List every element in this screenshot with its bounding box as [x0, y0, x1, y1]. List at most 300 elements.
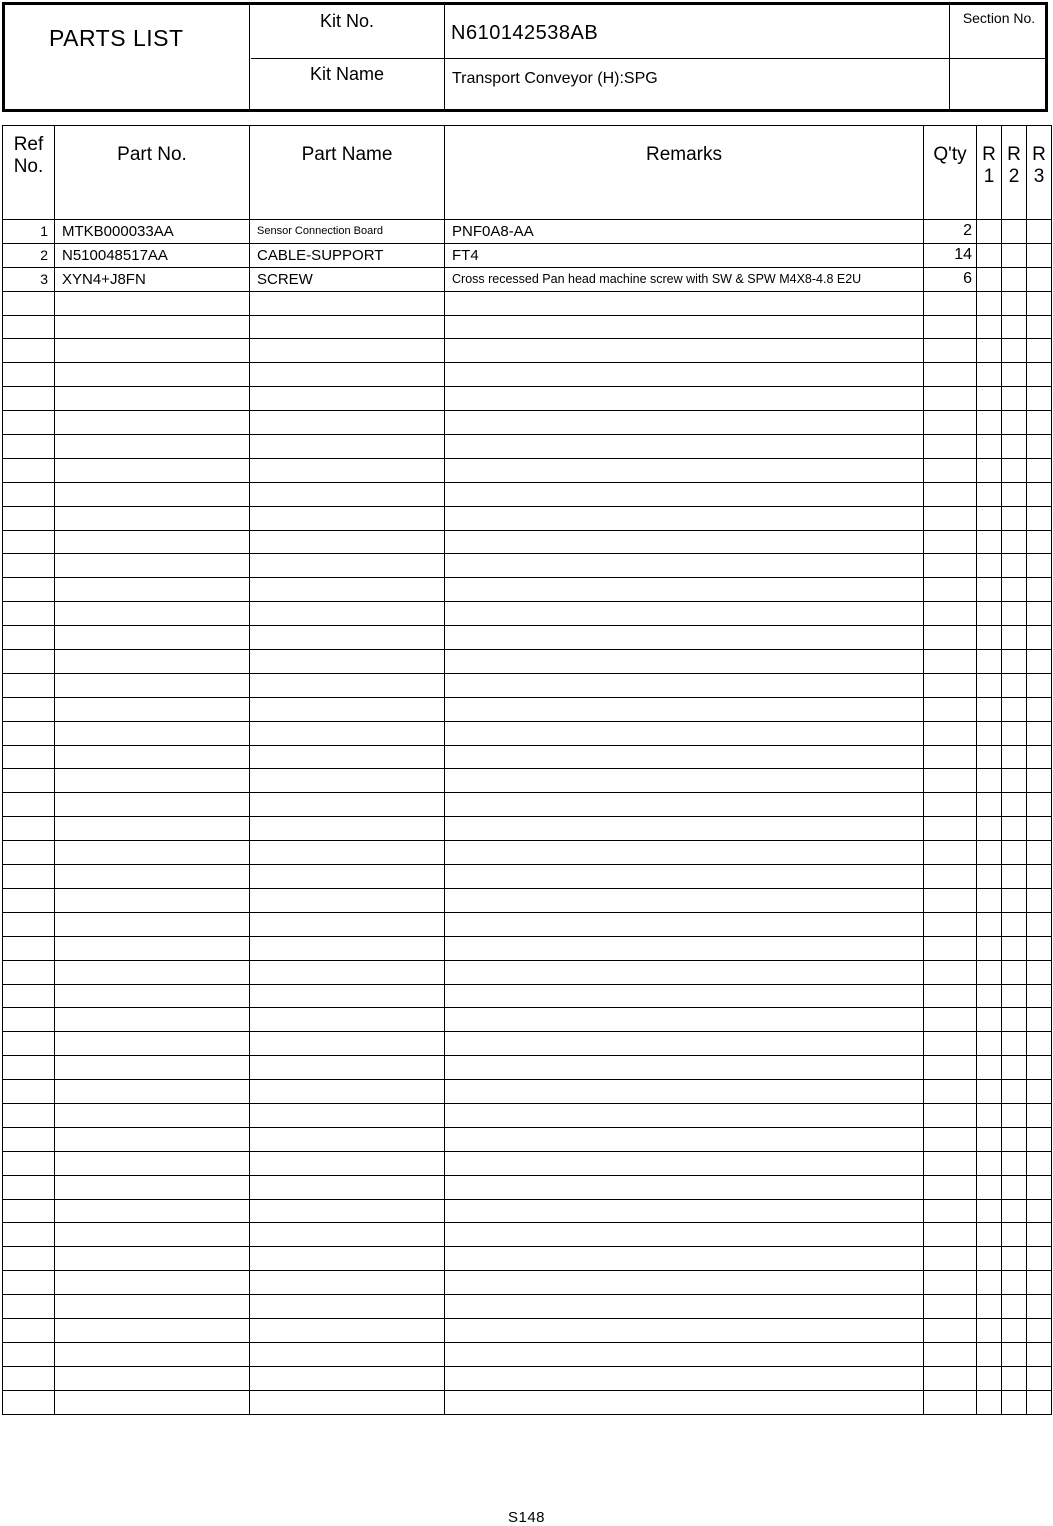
ref-no-cell [3, 745, 55, 769]
r1-cell [977, 1032, 1002, 1056]
remarks-cell [445, 936, 924, 960]
qty-cell [924, 291, 977, 315]
table-row [3, 841, 1052, 865]
r3-cell [1027, 1032, 1052, 1056]
part-no-cell [55, 841, 250, 865]
table-row [3, 1056, 1052, 1080]
part-no-cell [55, 936, 250, 960]
remarks-cell [445, 888, 924, 912]
qty-cell [924, 1127, 977, 1151]
r2-cell [1002, 411, 1027, 435]
part-no-cell [55, 1127, 250, 1151]
qty-cell [924, 865, 977, 889]
r1-cell [977, 745, 1002, 769]
table-row [3, 1223, 1052, 1247]
part-no-cell [55, 697, 250, 721]
remarks-cell [445, 721, 924, 745]
part-no-cell [55, 650, 250, 674]
ref-no-cell [3, 817, 55, 841]
remarks-cell [445, 841, 924, 865]
table-row [3, 1127, 1052, 1151]
r3-cell [1027, 936, 1052, 960]
remarks-cell [445, 578, 924, 602]
ref-no-cell [3, 1103, 55, 1127]
r1-cell [977, 291, 1002, 315]
r2-cell [1002, 912, 1027, 936]
part-name-cell [250, 673, 445, 697]
part-name-cell [250, 745, 445, 769]
r3-cell [1027, 435, 1052, 459]
part-no-cell [55, 1199, 250, 1223]
qty-cell [924, 793, 977, 817]
r2-cell [1002, 1366, 1027, 1390]
part-name-cell [250, 602, 445, 626]
table-row [3, 339, 1052, 363]
part-name-cell [250, 1080, 445, 1104]
r2-cell [1002, 1008, 1027, 1032]
qty-cell [924, 411, 977, 435]
r1-cell [977, 817, 1002, 841]
part-name-cell [250, 554, 445, 578]
table-row [3, 267, 1052, 291]
remarks-cell: PNF0A8-AA [445, 220, 924, 244]
part-name-cell [250, 912, 445, 936]
table-row [3, 912, 1052, 936]
remarks-cell [445, 458, 924, 482]
table-row [3, 578, 1052, 602]
remarks-cell [445, 865, 924, 889]
col-header-r1: R 1 [977, 126, 1002, 220]
part-name-cell [250, 1318, 445, 1342]
r3-cell [1027, 1247, 1052, 1271]
part-no-cell [55, 458, 250, 482]
r3-cell [1027, 745, 1052, 769]
r2-cell [1002, 220, 1027, 244]
table-row [3, 458, 1052, 482]
r3-cell [1027, 220, 1052, 244]
r2-cell [1002, 315, 1027, 339]
table-row [3, 984, 1052, 1008]
r2-cell [1002, 435, 1027, 459]
r3-cell [1027, 888, 1052, 912]
table-row [3, 697, 1052, 721]
part-no-cell [55, 1103, 250, 1127]
r1-cell [977, 1151, 1002, 1175]
qty-cell [924, 1199, 977, 1223]
qty-cell [924, 1008, 977, 1032]
ref-no-cell [3, 1151, 55, 1175]
qty-cell [924, 1342, 977, 1366]
r3-cell [1027, 482, 1052, 506]
table-row [3, 721, 1052, 745]
part-name-cell [250, 339, 445, 363]
qty-cell [924, 1390, 977, 1414]
qty-cell [924, 888, 977, 912]
ref-no-cell [3, 1199, 55, 1223]
r2-cell [1002, 482, 1027, 506]
r3-cell [1027, 1056, 1052, 1080]
part-no-cell [55, 912, 250, 936]
part-name-cell [250, 769, 445, 793]
table-row [3, 1318, 1052, 1342]
qty-cell [924, 1318, 977, 1342]
part-no-cell [55, 482, 250, 506]
r3-cell [1027, 411, 1052, 435]
table-row [3, 530, 1052, 554]
r2-cell [1002, 267, 1027, 291]
r3-cell [1027, 602, 1052, 626]
part-name-cell [250, 865, 445, 889]
table-row [3, 387, 1052, 411]
table-row [3, 1366, 1052, 1390]
ref-no-cell [3, 673, 55, 697]
part-no-cell [55, 960, 250, 984]
r2-cell [1002, 291, 1027, 315]
r1-cell [977, 578, 1002, 602]
part-no-cell [55, 1390, 250, 1414]
r3-cell [1027, 1199, 1052, 1223]
table-row [3, 817, 1052, 841]
qty-cell [924, 721, 977, 745]
r1-cell [977, 1318, 1002, 1342]
r1-cell [977, 1271, 1002, 1295]
r3-cell [1027, 1223, 1052, 1247]
r3-cell [1027, 1342, 1052, 1366]
remarks-cell [445, 1103, 924, 1127]
ref-no-cell [3, 1175, 55, 1199]
part-no-cell [55, 411, 250, 435]
ref-no-cell [3, 721, 55, 745]
table-row [3, 673, 1052, 697]
parts-list-title: PARTS LIST [49, 25, 184, 51]
part-no-cell [55, 1271, 250, 1295]
ref-no-cell [3, 315, 55, 339]
part-name-cell [250, 697, 445, 721]
part-no-cell [55, 769, 250, 793]
ref-no-cell [3, 1318, 55, 1342]
col-header-part-no: Part No. [55, 126, 250, 220]
part-name-cell [250, 482, 445, 506]
r3-cell [1027, 458, 1052, 482]
part-name-cell [250, 578, 445, 602]
remarks-cell [445, 482, 924, 506]
qty-cell [924, 1032, 977, 1056]
r2-cell [1002, 339, 1027, 363]
kit-name-label: Kit Name [309, 64, 385, 84]
r3-cell [1027, 243, 1052, 267]
r3-cell [1027, 1103, 1052, 1127]
part-name-cell [250, 363, 445, 387]
remarks-cell [445, 1199, 924, 1223]
r3-cell [1027, 506, 1052, 530]
r1-cell [977, 1295, 1002, 1319]
table-row [3, 793, 1052, 817]
r1-cell [977, 984, 1002, 1008]
qty-cell [924, 1103, 977, 1127]
r3-cell [1027, 530, 1052, 554]
remarks-cell [445, 1366, 924, 1390]
part-name-cell [250, 1390, 445, 1414]
ref-no-cell [3, 411, 55, 435]
remarks-cell [445, 793, 924, 817]
part-no-cell [55, 1295, 250, 1319]
remarks-cell [445, 411, 924, 435]
r3-cell [1027, 578, 1052, 602]
r2-cell [1002, 1151, 1027, 1175]
r1-cell [977, 793, 1002, 817]
part-no-cell [55, 1032, 250, 1056]
remarks-cell [445, 912, 924, 936]
qty-cell [924, 1080, 977, 1104]
r2-cell [1002, 793, 1027, 817]
qty-cell [924, 769, 977, 793]
parts-list-header [2, 2, 1048, 112]
remarks-cell [445, 1032, 924, 1056]
r2-cell [1002, 936, 1027, 960]
table-row [3, 626, 1052, 650]
r2-cell [1002, 1056, 1027, 1080]
part-name-cell [250, 1103, 445, 1127]
r2-cell [1002, 387, 1027, 411]
r3-cell [1027, 673, 1052, 697]
part-no-cell: N510048517AA [55, 243, 250, 267]
r2-cell [1002, 1318, 1027, 1342]
r1-cell [977, 626, 1002, 650]
part-no-cell [55, 506, 250, 530]
remarks-cell [445, 984, 924, 1008]
r3-cell [1027, 1318, 1052, 1342]
r2-cell [1002, 1080, 1027, 1104]
r1-cell [977, 888, 1002, 912]
ref-no-cell [3, 1032, 55, 1056]
part-no-cell [55, 984, 250, 1008]
r2-cell [1002, 673, 1027, 697]
remarks-cell [445, 1342, 924, 1366]
remarks-cell [445, 1271, 924, 1295]
qty-cell [924, 1223, 977, 1247]
r3-cell [1027, 769, 1052, 793]
r1-cell [977, 865, 1002, 889]
qty-cell [924, 912, 977, 936]
ref-no-cell [3, 1390, 55, 1414]
ref-no-cell [3, 865, 55, 889]
table-row [3, 363, 1052, 387]
part-no-cell [55, 817, 250, 841]
part-name-cell [250, 506, 445, 530]
qty-cell: 14 [924, 243, 977, 267]
r3-cell [1027, 1175, 1052, 1199]
r2-cell [1002, 1103, 1027, 1127]
r3-cell [1027, 1080, 1052, 1104]
ref-no-cell [3, 1247, 55, 1271]
col-header-ref-no: Ref No. [3, 126, 55, 220]
r1-cell [977, 841, 1002, 865]
remarks-cell [445, 1318, 924, 1342]
qty-cell [924, 1366, 977, 1390]
part-name-cell [250, 841, 445, 865]
table-row [3, 1175, 1052, 1199]
qty-cell [924, 315, 977, 339]
r2-cell [1002, 769, 1027, 793]
table-row [3, 745, 1052, 769]
r1-cell [977, 650, 1002, 674]
part-name-cell [250, 960, 445, 984]
part-no-cell [55, 315, 250, 339]
ref-no-cell [3, 650, 55, 674]
r2-cell [1002, 363, 1027, 387]
part-no-cell [55, 1151, 250, 1175]
remarks-cell [445, 435, 924, 459]
qty-cell [924, 697, 977, 721]
section-no-label: Section No. [962, 10, 1036, 26]
r1-cell [977, 1247, 1002, 1271]
r1-cell [977, 1103, 1002, 1127]
ref-no-cell [3, 363, 55, 387]
r2-cell [1002, 650, 1027, 674]
r1-cell [977, 243, 1002, 267]
remarks-cell [445, 291, 924, 315]
r3-cell [1027, 984, 1052, 1008]
r3-cell [1027, 841, 1052, 865]
remarks-cell [445, 315, 924, 339]
col-header-r3: R 3 [1027, 126, 1052, 220]
part-no-cell [55, 673, 250, 697]
part-no-cell [55, 554, 250, 578]
section-no-value [950, 59, 1048, 109]
r3-cell [1027, 315, 1052, 339]
r2-cell [1002, 817, 1027, 841]
table-row [3, 506, 1052, 530]
qty-cell [924, 745, 977, 769]
ref-no-cell [3, 793, 55, 817]
qty-cell [924, 1295, 977, 1319]
ref-no-cell [3, 1366, 55, 1390]
part-name-cell [250, 1056, 445, 1080]
r2-cell [1002, 626, 1027, 650]
part-no-cell [55, 1366, 250, 1390]
r3-cell [1027, 1390, 1052, 1414]
ref-no-cell [3, 506, 55, 530]
r3-cell [1027, 1366, 1052, 1390]
table-row [3, 1247, 1052, 1271]
table-row [3, 220, 1052, 244]
r1-cell [977, 267, 1002, 291]
remarks-cell [445, 745, 924, 769]
part-name-cell [250, 1008, 445, 1032]
qty-cell [924, 506, 977, 530]
remarks-cell [445, 363, 924, 387]
table-row [3, 411, 1052, 435]
ref-no-cell [3, 697, 55, 721]
qty-cell [924, 1056, 977, 1080]
ref-no-cell [3, 530, 55, 554]
r2-cell [1002, 841, 1027, 865]
r1-cell [977, 435, 1002, 459]
r3-cell [1027, 793, 1052, 817]
ref-no-cell [3, 769, 55, 793]
part-name-cell [250, 458, 445, 482]
remarks-cell [445, 817, 924, 841]
remarks-cell [445, 1151, 924, 1175]
part-no-cell: XYN4+J8FN [55, 267, 250, 291]
ref-no-cell [3, 1080, 55, 1104]
qty-cell [924, 435, 977, 459]
r1-cell [977, 1175, 1002, 1199]
ref-no-cell: 3 [3, 267, 55, 291]
r1-cell [977, 482, 1002, 506]
part-name-cell [250, 1366, 445, 1390]
part-no-cell [55, 1175, 250, 1199]
part-name-cell [250, 721, 445, 745]
r2-cell [1002, 745, 1027, 769]
ref-no-cell: 1 [3, 220, 55, 244]
table-header-row [3, 126, 1052, 220]
r2-cell [1002, 530, 1027, 554]
qty-cell: 2 [924, 220, 977, 244]
r1-cell [977, 1127, 1002, 1151]
r3-cell [1027, 697, 1052, 721]
r1-cell [977, 458, 1002, 482]
col-header-qty: Q'ty [924, 126, 977, 220]
remarks-cell [445, 960, 924, 984]
remarks-cell [445, 1175, 924, 1199]
parts-table [2, 125, 1052, 1415]
remarks-cell [445, 554, 924, 578]
part-name-cell [250, 1223, 445, 1247]
ref-no-cell [3, 888, 55, 912]
table-row [3, 291, 1052, 315]
part-name-cell [250, 984, 445, 1008]
r1-cell [977, 1342, 1002, 1366]
ref-no-cell [3, 554, 55, 578]
part-no-cell [55, 1056, 250, 1080]
remarks-cell [445, 1080, 924, 1104]
r2-cell [1002, 1175, 1027, 1199]
r2-cell [1002, 458, 1027, 482]
part-name-cell: SCREW [250, 267, 445, 291]
r1-cell [977, 1223, 1002, 1247]
ref-no-cell [3, 626, 55, 650]
qty-cell [924, 1271, 977, 1295]
remarks-cell: Cross recessed Pan head machine screw with SW & SPW M4X8-4.8 E2U [445, 267, 924, 291]
part-name-cell [250, 530, 445, 554]
r2-cell [1002, 578, 1027, 602]
table-row [3, 769, 1052, 793]
remarks-cell [445, 1056, 924, 1080]
part-name-cell: Sensor Connection Board [250, 220, 445, 244]
remarks-cell [445, 530, 924, 554]
qty-cell [924, 578, 977, 602]
r2-cell [1002, 1247, 1027, 1271]
part-name-cell [250, 1247, 445, 1271]
kit-no-label: Kit No. [319, 11, 375, 31]
qty-cell: 6 [924, 267, 977, 291]
table-row [3, 435, 1052, 459]
part-name-cell: CABLE-SUPPORT [250, 243, 445, 267]
ref-no-cell [3, 602, 55, 626]
part-no-cell [55, 435, 250, 459]
r3-cell [1027, 291, 1052, 315]
r1-cell [977, 697, 1002, 721]
ref-no-cell [3, 841, 55, 865]
r1-cell [977, 912, 1002, 936]
ref-no-cell [3, 1295, 55, 1319]
table-row [3, 1199, 1052, 1223]
part-no-cell [55, 291, 250, 315]
ref-no-cell [3, 984, 55, 1008]
table-row [3, 554, 1052, 578]
table-row [3, 1080, 1052, 1104]
